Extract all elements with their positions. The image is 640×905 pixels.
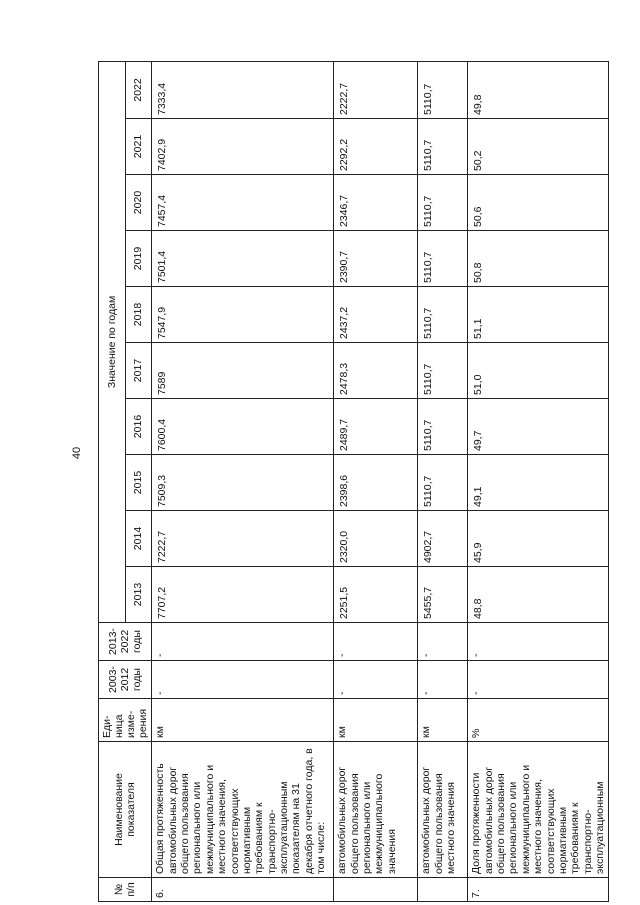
table-row bbox=[468, 61, 609, 901]
row-unit: км bbox=[418, 699, 468, 742]
header-year: 2017 bbox=[125, 343, 152, 399]
row-value: 49,8 bbox=[468, 61, 609, 118]
table-row bbox=[152, 61, 334, 901]
row-value: 4902,7 bbox=[418, 511, 468, 567]
row-period1: - bbox=[334, 661, 418, 699]
page-number: 40 bbox=[71, 446, 83, 460]
table-row bbox=[418, 61, 468, 901]
header-name: Наименование показателя bbox=[99, 742, 152, 878]
row-value: 5110,7 bbox=[418, 231, 468, 287]
row-num: 6. bbox=[152, 878, 334, 902]
row-value: 2478,3 bbox=[334, 343, 418, 399]
row-value: 2292,2 bbox=[334, 119, 418, 175]
row-value: 7547,9 bbox=[152, 287, 334, 343]
row-period1: - bbox=[418, 661, 468, 699]
row-value: 7333,4 bbox=[152, 61, 334, 118]
row-value: 50,2 bbox=[468, 119, 609, 175]
row-period1: - bbox=[468, 661, 609, 699]
row-value: 7457,4 bbox=[152, 175, 334, 231]
row-value: 5110,7 bbox=[418, 119, 468, 175]
row-value: 2489,7 bbox=[334, 399, 418, 455]
row-value: 51,1 bbox=[468, 287, 609, 343]
row-value: 49,7 bbox=[468, 399, 609, 455]
row-value: 2398,6 bbox=[334, 455, 418, 511]
row-value: 2222,7 bbox=[334, 61, 418, 118]
row-value: 7222,7 bbox=[152, 511, 334, 567]
row-value: 2320,0 bbox=[334, 511, 418, 567]
indicators-table bbox=[98, 61, 609, 902]
header-year: 2021 bbox=[125, 119, 152, 175]
row-num: 7. bbox=[468, 878, 609, 902]
row-num bbox=[334, 878, 418, 902]
header-period-2003-2012: 2003- 2012 годы bbox=[99, 661, 152, 699]
header-year: 2019 bbox=[125, 231, 152, 287]
header-period-2013-2022: 2013- 2022 годы bbox=[99, 623, 152, 661]
header-values-by-year: Значение по годам bbox=[99, 61, 126, 622]
row-value: 2251,5 bbox=[334, 567, 418, 623]
header-num: № п/п bbox=[99, 878, 152, 902]
row-unit: % bbox=[468, 699, 609, 742]
row-name: автомобильных дорог общего пользования местного значения bbox=[418, 742, 468, 878]
row-name: Общая протяженность автомобильных дорог общего пользования регионального или межмуниципального и местного значения, соответствующих нормативным требованиям к транспортно-эксплуатационным показателям на 31 декабря отчетного года, в том числе: bbox=[152, 742, 334, 878]
row-value: 5455,7 bbox=[418, 567, 468, 623]
row-value: 5110,7 bbox=[418, 287, 468, 343]
header-year: 2018 bbox=[125, 287, 152, 343]
row-value: 5110,7 bbox=[418, 175, 468, 231]
header-year: 2014 bbox=[125, 511, 152, 567]
row-unit: км bbox=[152, 699, 334, 742]
row-unit: км bbox=[334, 699, 418, 742]
row-value: 5110,7 bbox=[418, 61, 468, 118]
row-value: 48,8 bbox=[468, 567, 609, 623]
row-value: 45,9 bbox=[468, 511, 609, 567]
row-value: 51,0 bbox=[468, 343, 609, 399]
row-value: 7501,4 bbox=[152, 231, 334, 287]
header-year: 2013 bbox=[125, 567, 152, 623]
row-period1: - bbox=[152, 661, 334, 699]
rotated-table-container bbox=[98, 62, 606, 902]
table-row bbox=[334, 61, 418, 901]
row-value: 7589 bbox=[152, 343, 334, 399]
header-year: 2016 bbox=[125, 399, 152, 455]
row-num bbox=[418, 878, 468, 902]
row-value: 50,6 bbox=[468, 175, 609, 231]
row-value: 49,1 bbox=[468, 455, 609, 511]
row-period2: - bbox=[152, 623, 334, 661]
row-value: 2346,7 bbox=[334, 175, 418, 231]
row-value: 7600,4 bbox=[152, 399, 334, 455]
row-period2: - bbox=[334, 623, 418, 661]
header-unit: Еди- ница изме- рения bbox=[99, 699, 152, 742]
row-value: 5110,7 bbox=[418, 343, 468, 399]
row-value: 7509,3 bbox=[152, 455, 334, 511]
row-value: 2437,2 bbox=[334, 287, 418, 343]
row-value: 7707,2 bbox=[152, 567, 334, 623]
row-name: автомобильных дорог общего пользования регионального или межмуниципального значения bbox=[334, 742, 418, 878]
row-value: 5110,7 bbox=[418, 455, 468, 511]
row-value: 5110,7 bbox=[418, 399, 468, 455]
row-value: 2390,7 bbox=[334, 231, 418, 287]
header-year: 2020 bbox=[125, 175, 152, 231]
header-year: 2022 bbox=[125, 61, 152, 118]
row-period2: - bbox=[418, 623, 468, 661]
row-name: Доля протяженности автомобильных дорог общего пользования регионального или межмуниципального и местного значения, соответствующих нормативным требованиям к транспортно-эксплуатационным bbox=[468, 742, 609, 878]
row-period2: - bbox=[468, 623, 609, 661]
row-value: 7402,9 bbox=[152, 119, 334, 175]
row-value: 50,8 bbox=[468, 231, 609, 287]
header-year: 2015 bbox=[125, 455, 152, 511]
